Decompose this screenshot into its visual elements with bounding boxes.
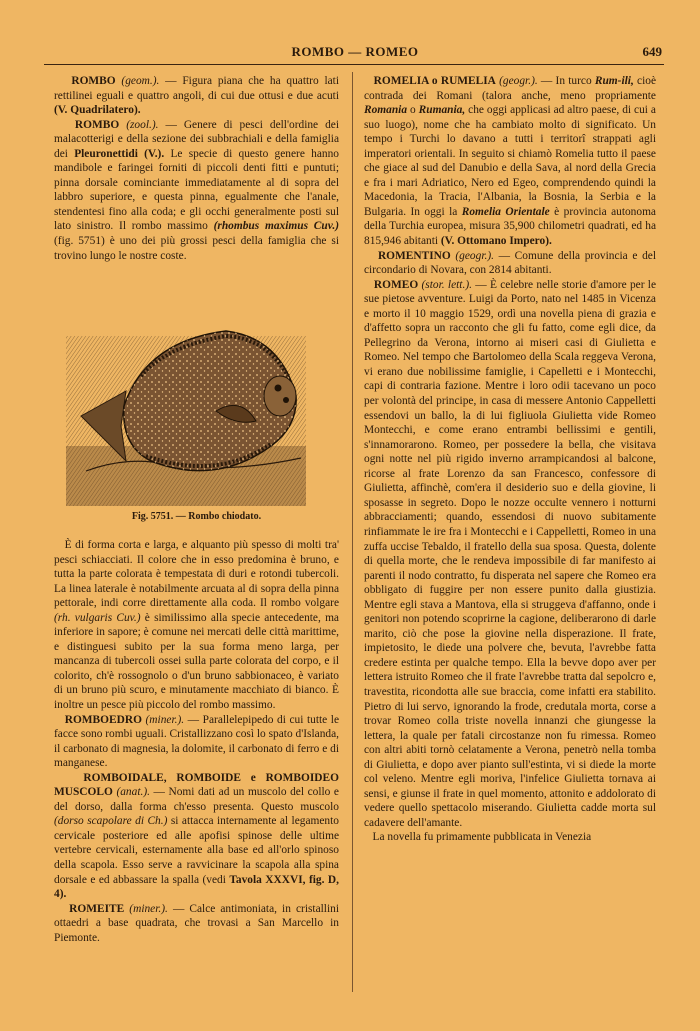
entry-rombo-geom bbox=[54, 74, 339, 118]
entry-romelia bbox=[364, 74, 656, 249]
entry-text: — Figura piana che ha quattro lati rettilinei eguali e quattro angoli, di cui due ottusi e due acuti bbox=[54, 75, 339, 102]
entry-romentino bbox=[364, 249, 656, 278]
latin-name: (dorso scapolare di Ch.) bbox=[54, 815, 168, 828]
entry-romeo-cont bbox=[364, 830, 656, 845]
entry-text: è provincia autonoma della Turchia europea, misura 35,900 chilometri quadrati, ed ha 815,946 abitanti bbox=[364, 205, 656, 248]
entry-head: ROMBOIDALE, ROMBOIDE e ROMBOIDEO MUSCOLO bbox=[54, 771, 339, 799]
left-column-top bbox=[54, 74, 339, 263]
header-rule bbox=[44, 64, 664, 65]
cross-ref: Tavola XXXVI, fig. D, 4). bbox=[54, 873, 339, 901]
turbot-engraving bbox=[66, 296, 306, 506]
latin-name: (rh. vulgaris Cuv.) bbox=[54, 611, 141, 624]
entry-text: cioè contrada dei Romani (talora anche, meno propriamente bbox=[364, 75, 656, 102]
entry-head: ROMBO bbox=[71, 75, 116, 87]
page-title: ROMBO — ROMEO bbox=[291, 44, 419, 59]
entry-head: ROMBOEDRO bbox=[64, 713, 142, 726]
cross-ref: Pleuronettidi (V.). bbox=[74, 147, 165, 160]
entry-romeite bbox=[54, 902, 339, 946]
entry-text: si attacca internamente al legamento cervicale posteriore ed alle apofisi spinose delle ultime vertebre cervicali, esternamente alla base ed all'orlo spinoso della scapola. Esso serve a ravvicinare la scapola alla spina dorsale e ed abbassare la spalla (vedi bbox=[54, 815, 339, 886]
entry-text: che oggi applicasi ad altro paese, di cui a suo luogo), nome che ha cambiato molto di significato. Un tempo i Turchi lo davano a tutti i territorî strappati agli imperatori orientali. In seguito si chiamò Romelia tutto il paese che giace al sud del Danubio e della Sava, al nord della Grecia e fra i mari Adriatico, Nero ed Egeo, comprendendo quindi la Macedonia, la Tracia, l'Albania, la Bosnia, la Serbia e la Bulgaria. In oggi la bbox=[364, 104, 656, 218]
entry-text: — Parallelepipedo di cui tutte le facce sono rombi uguali. Cristallizzano così lo spato d'Islanda, il carbonato di magnesia, la dolomite, il carbonato di ferro e di manganese. bbox=[54, 713, 339, 770]
entry-text: — Calce antimoniata, in cristallini ottaedri a base quadrata, che trovasi a San Marcello in Piemonte. bbox=[54, 902, 339, 944]
entry-tag: (geom.). bbox=[121, 75, 160, 87]
italic-term: Rumania, bbox=[418, 104, 466, 117]
latin-name: (rhombus maximus Cuv.) bbox=[213, 220, 340, 233]
turbot-illustration bbox=[66, 296, 306, 506]
page-number: 649 bbox=[642, 44, 662, 59]
entry-tag: (stor. lett.). bbox=[421, 278, 472, 291]
entry-text: — È celebre nelle storie d'amore per le sue pietose avventure. Luigi da Porto, nato nel 1485 in Vicenza e morto il 10 maggio 1529, ordì una novella piena di grazia e d'affetto sopra un racconto che gli fu fatto, come egli dice, da Pellegrino da Verona, intorno ai miseri casi di Giulietta e Romeo. Nel tempo che Bartolomeo della Scala reggeva Verona, vi erano due nobilissime famiglie, i Capelletti e i Montecchi, capi di contraria fazione. Mentre i loro odii tacevano un poco per volontà del principe, in casa di messere Antonio Cappelletti essendovi un ballo, la di lui figliuola Giulietta vide Romeo Montecchi, e come erano entrambi bellissimi e gentili, s'innamorarono. Romeo, per possedere la bella, che visitava ogni notte nel più rigido inverno arrampicandosi al balcone, ricorse al frate Lorenzo da san Francesco, confessore di Giulietta, affinchè, com'era il desiderio suo e della giovine, li sposasse in segreto. Dopo le nozze occulte vennero i notturni abbracciamenti; quando, essendosi di nuovo subitamente rinfiammate le ire fra i Montecchi e i Cappelletti, Romeo in una zuffa uccise Tebaldo, il fratello della sua sposa. Questa, dolente di quella morte, che le rendeva impossibile di far manifesto ai parenti il nodo contratto, fu disperata nel sapere che Romeo era obbligato di fuggire per non essere punito dalla giustizia. Mentre egli stava a Mantova, ella si struggeva d'affanno, onde i genitori non potendo scoprirne la cagione, deliberarono di darle marito, ciò che pose la giovine nella disperazione. Il frate, impietosito, le diede una polvere che, bevuta, l'avrebbe fatta credere estinta per qualche tempo. Ella la bevve dopo aver per lettera istruito Romeo che il frate l'avrebbe tratta dal sepolcro e, travestita, ricondotta alle sue braccia, come infatti era stabilito. Pietro di lui servo, ignorando la frode, credutala morta, corse a trovar Romeo colla triste novella innanzi che giungesse la lettera, la quale per fatali circostanze non fu rimessa. Romeo con altri abiti tornò celatamente a Verona, penetrò nella tomba di Giulietta, e dopo aver pianto sull'estinta, vi si diede la morte col veleno. Mentre egli moriva, l'infelice Giulietta tornava ai sensi, e giunse il frate in quel momento, attonito e addolorato di vedere quello spettacolo miserando. Giulietta cadde morta sul cadavere dell'amante. bbox=[364, 278, 657, 829]
entry-text: — Genere di pesci dell'ordine dei malacotterigi e della sezione dei subbrachiali e della famiglia dei bbox=[54, 118, 339, 160]
entry-text: o bbox=[407, 104, 416, 117]
entry-text: — Nomi dati ad un muscolo del collo e del dorso, dalla forma ch'esso presenta. Questo muscolo bbox=[54, 786, 339, 813]
cross-ref: (V. Quadrilatero). bbox=[54, 104, 141, 117]
entry-text: — Comune della provincia e del circondario di Novara, con 2814 abitanti. bbox=[364, 249, 656, 277]
italic-term: Romania bbox=[364, 104, 408, 117]
entry-rombo-zool bbox=[54, 118, 339, 263]
entry-text: Le specie di questo genere hanno mandibole e faringei forniti di piccoli denti fitti e puntuti; pinna dorsale cominciante immediatamente al di sopra del labbro superiore, e questa pinna, egualmente che l'anale, stendentesi fino alla coda; e gli occhi generalmente posti sul lato sinistro. Il rombo massimo bbox=[54, 147, 339, 233]
entry-romeo bbox=[364, 278, 656, 831]
entry-rombo-cont bbox=[54, 538, 339, 713]
right-column bbox=[364, 74, 656, 845]
figure-caption: Fig. 5751. — Rombo chiodato. bbox=[131, 511, 262, 522]
entry-head: ROMBO bbox=[74, 118, 120, 131]
entry-romboidale bbox=[54, 771, 339, 902]
entry-tag: (miner.). bbox=[145, 713, 185, 726]
entry-text: La novella fu primamente pubblicata in Venezia bbox=[372, 831, 592, 844]
entry-romboedro bbox=[54, 713, 339, 771]
entry-head: ROMEO bbox=[373, 278, 419, 291]
entry-head: ROMELIA o RUMELIA bbox=[373, 75, 496, 87]
entry-head: ROMEITE bbox=[69, 902, 125, 915]
running-header bbox=[40, 44, 670, 64]
cross-ref: (V. Ottomano Impero). bbox=[440, 235, 552, 248]
entry-tag: (anat.). bbox=[116, 786, 150, 799]
latin-name: Rum-ili, bbox=[594, 75, 634, 87]
italic-term: Romelia Orientale bbox=[461, 205, 550, 218]
entry-head: ROMENTINO bbox=[377, 249, 451, 262]
entry-tag: (zool.). bbox=[126, 118, 159, 131]
entry-text: (fig. 5751) è uno dei più grossi pesci della famiglia che si trovino lungo le nostre coste. bbox=[54, 235, 339, 262]
entry-tag: (miner.). bbox=[129, 902, 168, 915]
entry-text: È di forma corta e larga, e alquanto più spesso di molti tra' pesci schiacciati. Il colore che in esso predomina è bruno, e tutta la parte colorata è tempestata di duri e rotondi tubercoli. La linea laterale è notabilmente arcuata al di sopra della pinna pettorale, indi corre direttamente alla coda. Il rombo volgare bbox=[54, 539, 339, 610]
entry-text: è similissimo alla specie antecedente, ma inferiore in sapore; è comune nei mercati delle città marittime, e distinguesi subito per la sua forma meno larga, per mancanza di tubercoli ossei sulla parte colorata del corpo, e il colorito, ch'è rossognolo o d'un bruno sabbionaceo, è variato di un bruno più scuro, e minutamente macchiato di bianco. È inoltre un pesce più piccolo del rombo massimo. bbox=[54, 611, 339, 712]
entry-text: — In turco bbox=[537, 75, 592, 87]
entry-tag: (geogr.). bbox=[455, 249, 494, 262]
column-divider bbox=[352, 72, 353, 992]
left-column-bottom bbox=[54, 538, 339, 945]
entry-tag: (geogr.). bbox=[499, 75, 538, 87]
